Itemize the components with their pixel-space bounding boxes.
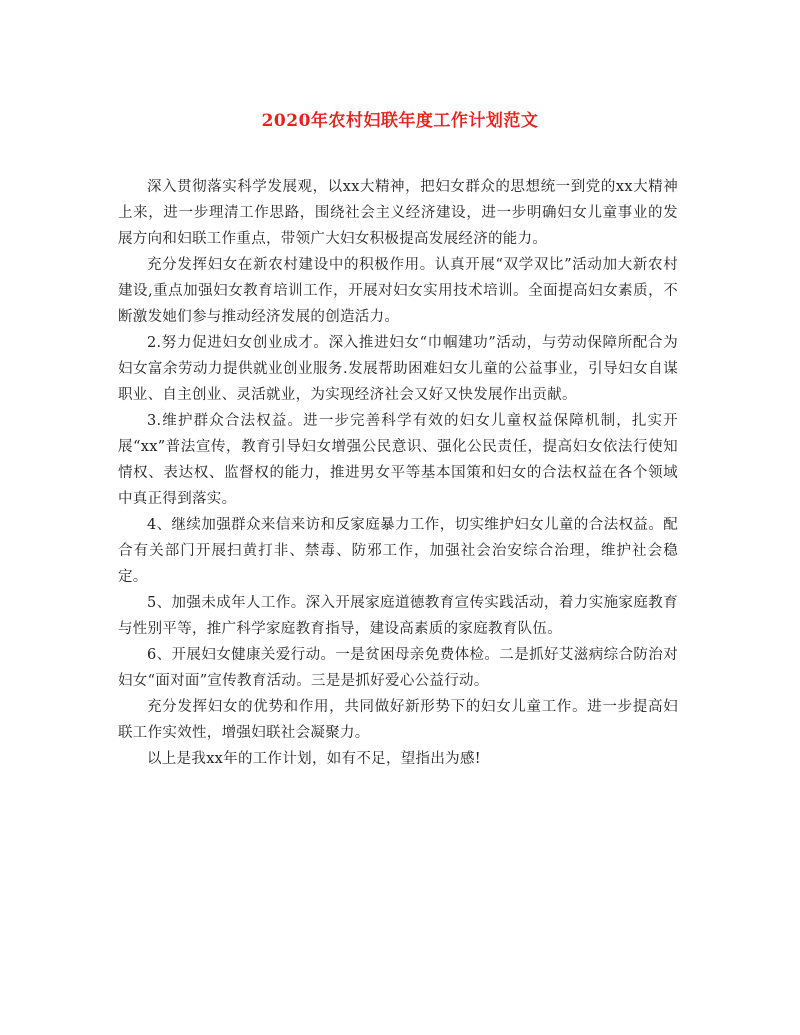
document-title: 2020年农村妇联年度工作计划范文: [261, 111, 539, 131]
body-paragraph-5: 4、继续加强群众来信来访和反家庭暴力工作，切实维护妇女儿童的合法权益。配合有关部门开展扫黄打非、禁毒、防邪工作，加强社会治安综合治理，维护社会稳定。: [118, 517, 678, 585]
body-paragraph-1: 深入贯彻落实科学发展观，以xx大精神，把妇女群众的思想统一到党的xx大精神上来，进一步理清工作思路，围绕社会主义经济建设，进一步明确妇女儿童事业的发展方向和妇联工作重点，带领广大妇女积极提高发展经济的能力。: [118, 179, 678, 247]
body-paragraph-9: 以上是我xx年的工作计划，如有不足，望指出为感!: [147, 751, 481, 767]
body-paragraph-8: 充分发挥妇女的优势和作用，共同做好新形势下的妇女儿童工作。进一步提高妇联工作实效性，增强妇联社会凝聚力。: [118, 699, 678, 741]
body-paragraph-7: 6、开展妇女健康关爱行动。一是贫困母亲免费体检。二是抓好艾滋病综合防治对妇女“面对面”宣传教育活动。三是是抓好爱心公益行动。: [118, 647, 678, 689]
body-paragraph-6: 5、加强未成年人工作。深入开展家庭道德教育宣传实践活动，着力实施家庭教育与性别平等，推广科学家庭教育指导，建设高素质的家庭教育队伍。: [118, 595, 678, 637]
body-paragraph-2: 充分发挥妇女在新农村建设中的积极作用。认真开展“双学双比”活动加大新农村建设,重点加强妇女教育培训工作，开展对妇女实用技术培训。全面提高妇女素质，不断激发她们参与推动经济发展的创造活力。: [118, 257, 678, 325]
body-paragraph-4: 3.维护群众合法权益。进一步完善科学有效的妇女儿童权益保障机制，扎实开展“xx”普法宣传，教育引导妇女增强公民意识、强化公民责任，提高妇女依法行使知情权、表达权、监督权的能力，推进男女平等基本国策和妇女的合法权益在各个领域中真正得到落实。: [118, 413, 678, 507]
body-paragraph-3: 2.努力促进妇女创业成才。深入推进妇女“巾帼建功”活动，与劳动保障所配合为妇女富余劳动力提供就业创业服务.发展帮助困难妇女儿童的公益事业，引导妇女自谋职业、自主创业、灵活就业，为实现经济社会又好又快发展作出贡献。: [118, 335, 678, 403]
document-body: [118, 174, 678, 772]
